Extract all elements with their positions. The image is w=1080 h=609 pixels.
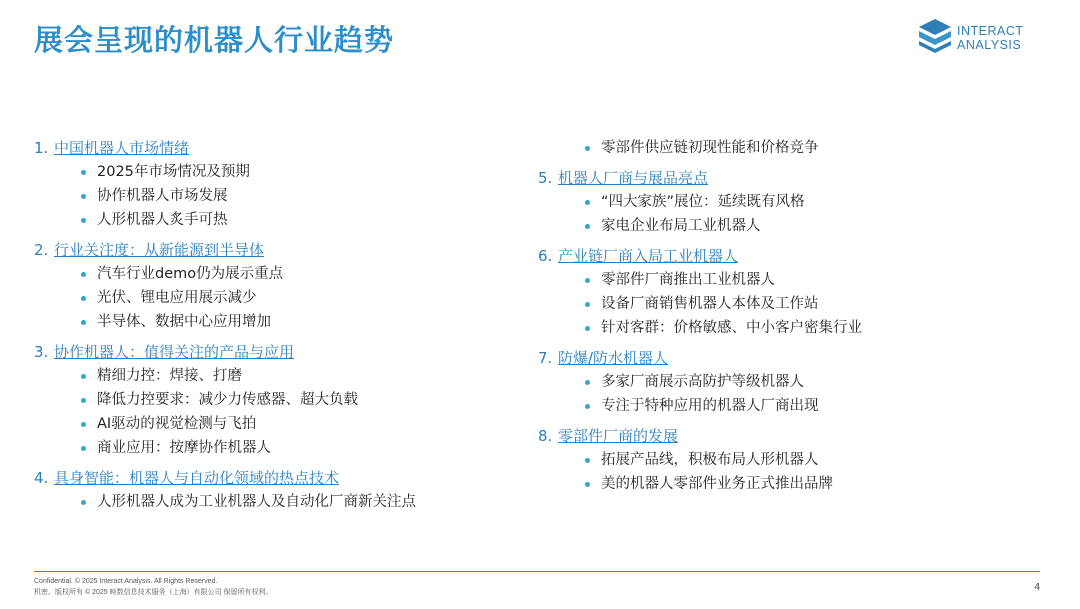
section-number: 7. [538,349,553,367]
list-item: “四大家族”展位：延续既有风格 [583,190,1058,214]
section-8 [538,424,1058,496]
list-item: 零部件厂商推出工业机器人 [583,268,1058,292]
section-number: 5. [538,169,553,187]
list-item: 商业应用：按摩协作机器人 [79,436,534,460]
footer-copyright-en: Confidential. © 2025 Interact Analysis. All Rights Reserved. [34,578,218,585]
section-number: 3. [34,343,49,361]
page-title: 展会呈现的机器人行业趋势 [34,23,395,57]
section-number: 8. [538,427,553,445]
right-column [538,136,1058,502]
list-item: 专注于特种应用的机器人厂商出现 [583,394,1058,418]
section-7 [538,346,1058,418]
section-number: 6. [538,247,553,265]
section-6 [538,244,1058,340]
section-link-2[interactable]: 行业关注度：从新能源到半导体 [54,241,265,259]
section-link-6[interactable]: 产业链厂商入局工业机器人 [558,247,739,265]
section-link-7[interactable]: 防爆/防水机器人 [558,349,669,367]
section-number: 4. [34,469,49,487]
list-item: 零部件供应链初现性能和价格竞争 [583,136,1058,160]
list-item: 降低力控要求：减少力传感器、超大负载 [79,388,534,412]
logo-text-line1: INTERACT [957,24,1024,38]
list-item: 美的机器人零部件业务正式推出品牌 [583,472,1058,496]
list-item: 2025年市场情况及预期 [79,160,534,184]
list-item: 协作机器人市场发展 [79,184,534,208]
list-item: 光伏、锂电应用展示减少 [79,286,534,310]
list-item: AI驱动的视觉检测与飞拍 [79,412,534,436]
list-item: 针对客群：价格敏感、中小客户密集行业 [583,316,1058,340]
section-link-3[interactable]: 协作机器人：值得关注的产品与应用 [54,343,295,361]
section-5 [538,166,1058,238]
footer-divider [34,571,1040,572]
section-link-1[interactable]: 中国机器人市场情绪 [54,139,190,157]
section-number: 1. [34,139,49,157]
logo-cube-icon [918,18,952,54]
list-item: 人形机器人成为工业机器人及自动化厂商新关注点 [79,490,534,514]
page-number: 4 [1034,582,1041,593]
section-4 [34,466,534,514]
logo-text-line2: ANALYSIS [957,38,1022,52]
section-3 [34,340,534,460]
list-item: 汽车行业demo仍为展示重点 [79,262,534,286]
list-item: 多家厂商展示高防护等级机器人 [583,370,1058,394]
section-number: 2. [34,241,49,259]
section-1 [34,136,534,232]
interact-analysis-logo [918,18,1038,58]
list-item: 设备厂商销售机器人本体及工作站 [583,292,1058,316]
section-link-4[interactable]: 具身智能：机器人与自动化领域的热点技术 [54,469,340,487]
left-column [34,136,534,520]
list-item: 家电企业布局工业机器人 [583,214,1058,238]
section-link-5[interactable]: 机器人厂商与展品亮点 [558,169,709,187]
footer-copyright-cn: 机密。版权所有 © 2025 映数信息技术服务（上海）有限公司 保留所有权利。 [34,589,273,596]
section-link-8[interactable]: 零部件厂商的发展 [558,427,679,445]
list-item: 精细力控：焊接、打磨 [79,364,534,388]
list-item: 半导体、数据中心应用增加 [79,310,534,334]
section-2 [34,238,534,334]
list-item: 人形机器人炙手可热 [79,208,534,232]
list-item: 拓展产品线，积极布局人形机器人 [583,448,1058,472]
